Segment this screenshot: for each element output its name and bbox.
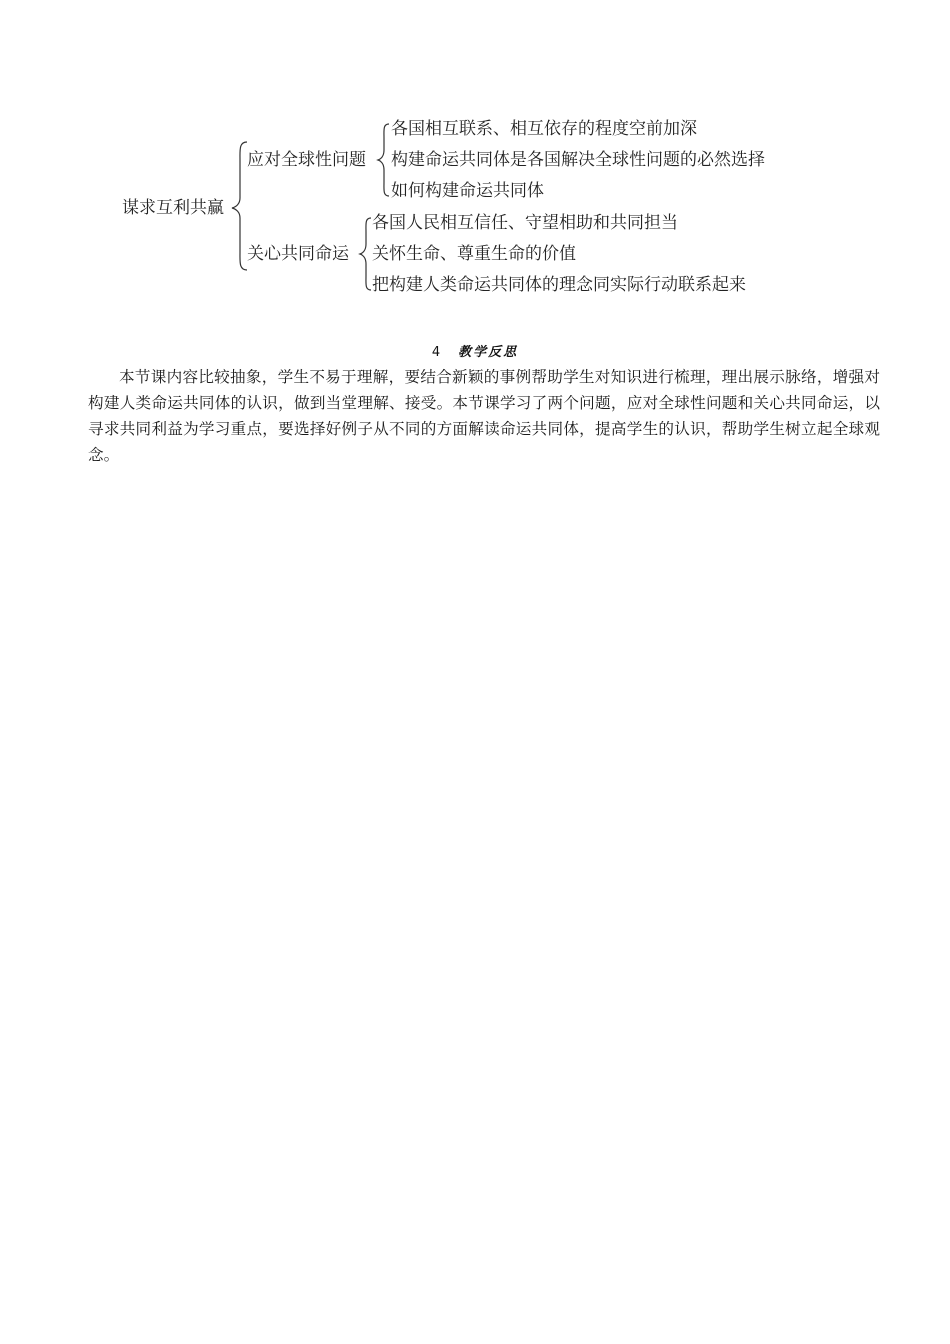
branch-1-item-3: 如何构建命运共同体 xyxy=(391,181,544,201)
branch-1-label: 应对全球性问题 xyxy=(247,150,366,170)
section-number: 4 xyxy=(431,345,441,360)
branch-1-item-2: 构建命运共同体是各国解决全球性问题的必然选择 xyxy=(391,150,765,170)
branch-1-item-1: 各国相互联系、相互依存的程度空前加深 xyxy=(391,119,697,139)
section-title: 教学反思 xyxy=(458,345,519,360)
branch-1-brace xyxy=(378,124,389,196)
root-brace xyxy=(232,142,247,270)
reflection-paragraph: 本节课内容比较抽象，学生不易于理解，要结合新颖的事例帮助学生对知识进行梳理，理出展示脉络，增强对构建人类命运共同体的认识，做到当堂理解、接受。本节课学习了两个问题，应对全球性问题和关心共同命运，以寻求共同利益为学习重点，要选择好例子从不同的方面解读命运共同体，提高学生的认识，帮助学生树立起全球观念。 xyxy=(88,368,880,464)
section-heading xyxy=(0,343,950,362)
branch-2-label: 关心共同命运 xyxy=(247,244,349,264)
branch-2-brace xyxy=(360,218,371,290)
branch-2-item-2: 关怀生命、尊重生命的价值 xyxy=(372,244,576,264)
tree-root-label: 谋求互利共赢 xyxy=(122,198,224,218)
branch-2-item-1: 各国人民相互信任、守望相助和共同担当 xyxy=(372,213,678,233)
branch-2-item-3: 把构建人类命运共同体的理念同实际行动联系起来 xyxy=(372,275,746,295)
